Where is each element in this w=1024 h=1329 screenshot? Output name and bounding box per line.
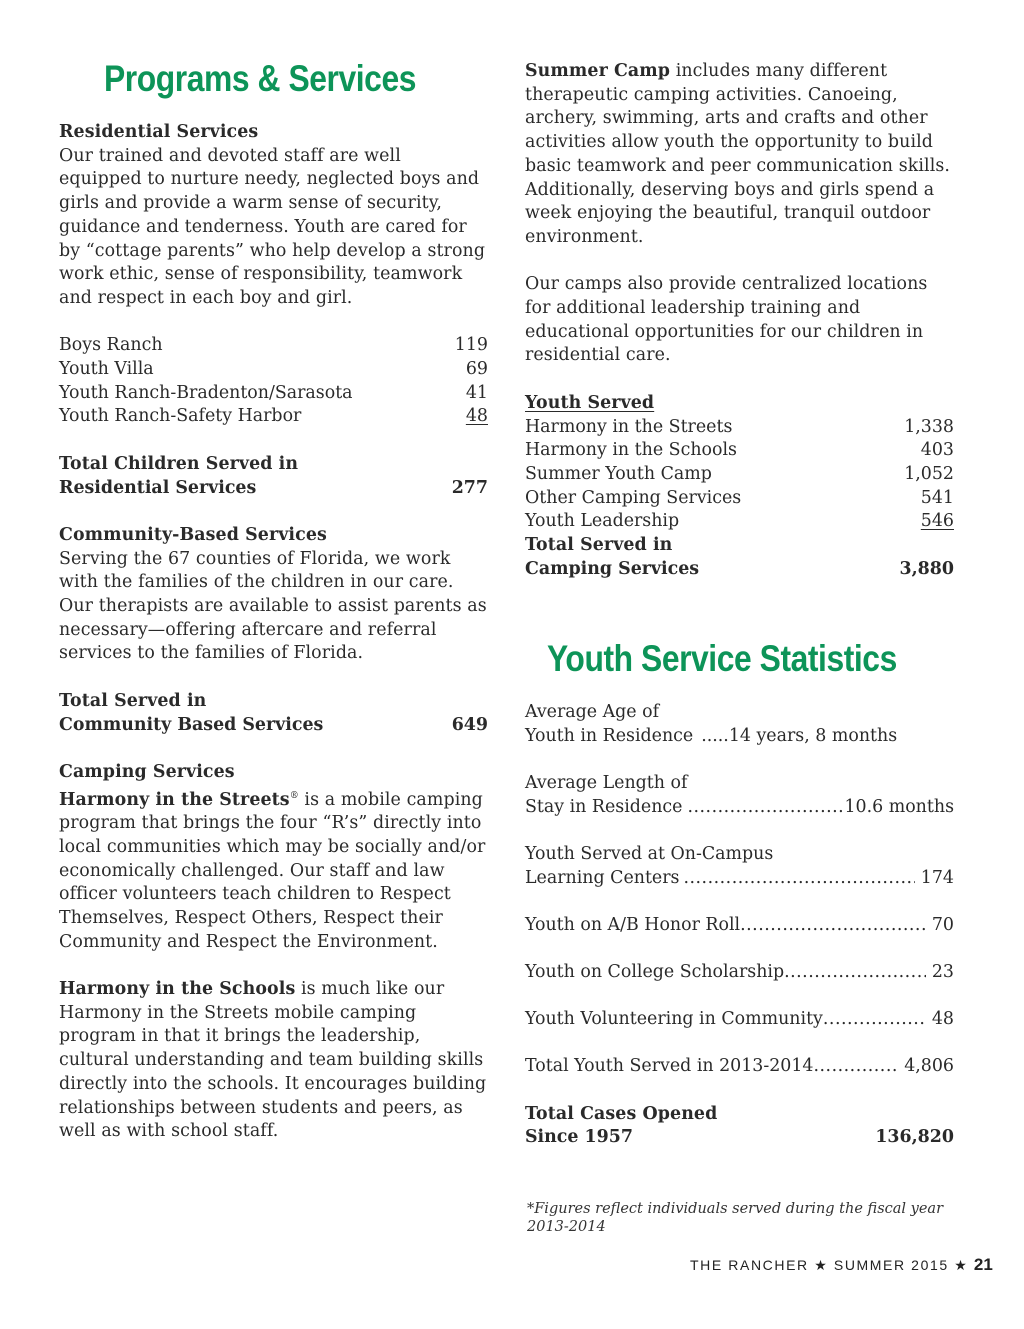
stat-label-1: Average Age of: [525, 702, 660, 722]
schools-body: is much like our Harmony in the Streets mobile camping program in that it brings the leadership, cultural understanding and team building skills directly into the schools. It encourages building relationships between students and peers, as well as with school staff.: [59, 979, 487, 1142]
footnote: *Figures reflect individuals served during the fiscal year 2013-2014: [527, 1201, 943, 1235]
youth-served-table: [525, 416, 954, 535]
schools-name: Harmony in the Schools: [59, 979, 296, 1000]
total-label: Residential Services: [59, 477, 257, 498]
stat-label: Youth on A/B Honor Roll: [525, 914, 741, 935]
streets-body: is a mobile camping program that brings the four “R’s” directly into local communities which may be socially and/or economically challenged. Our staff and law officer volunteers teach children to Respect Themselves, Respect Others, Respect their Community and Respect the Environment.: [59, 789, 486, 952]
community-total-label-1: Total Served in: [59, 690, 207, 711]
row-value: 1,338: [904, 416, 954, 437]
row-label: Summer Youth Camp: [525, 463, 712, 484]
dot-leader: .....: [701, 725, 729, 746]
stat-item: [525, 843, 954, 890]
camps-paragraph: Our camps also provide centralized locations for additional leadership training and educational opportunities for our children in residential care.: [525, 274, 928, 366]
streets-paragraph: [59, 785, 488, 955]
cases-value: 136,820: [875, 1127, 954, 1148]
stat-value: 4,806: [904, 1056, 954, 1077]
total-label: Community Based Services: [59, 714, 324, 735]
row-label: Harmony in the Streets: [525, 416, 733, 437]
row-value: 41: [465, 382, 488, 403]
cases-label-1: Total Cases Opened: [525, 1103, 718, 1124]
camping-heading: Camping Services: [59, 761, 235, 782]
total-label: Camping Services: [525, 558, 700, 579]
community-heading: Community-Based Services: [59, 524, 327, 545]
table-row: [525, 510, 954, 534]
residential-body: Our trained and devoted staff are well equipped to nurture needy, neglected boys and girls and provide a warm sense of security, guidance and tenderness. Youth are cared for by “cottage parents” who help develop a strong work ethic, sense of responsibility, teamwork and respect in each boy and girl.: [59, 145, 486, 308]
stat-label-2: Stay in Residence: [525, 796, 683, 817]
dot-leader: [683, 867, 914, 891]
summer-camp-name: Summer Camp: [525, 61, 671, 81]
stat-label: Youth on College Scholarship: [525, 961, 785, 982]
residential-section: [59, 121, 488, 1144]
summer-camp-section: [525, 60, 954, 581]
star-icon: ★: [814, 1257, 829, 1273]
page-footer: [690, 1255, 993, 1275]
dot-leader: [740, 914, 926, 938]
stat-label-2: Learning Centers: [525, 867, 680, 888]
stat-item: [525, 1008, 954, 1032]
row-value: 69: [465, 359, 488, 380]
total-value: 649: [451, 714, 488, 735]
summer-camp-paragraph: [525, 60, 954, 250]
row-label: Youth Ranch-Safety Harbor: [59, 406, 302, 427]
dot-leader: [814, 1055, 899, 1079]
row-value: 48: [465, 406, 488, 427]
total-value: 3,880: [899, 558, 954, 579]
publication-name: THE RANCHER: [690, 1257, 809, 1273]
residential-total-row: [59, 477, 488, 501]
stat-value: 10.6 months: [844, 796, 954, 817]
table-row: [525, 487, 954, 511]
stat-value: 48: [931, 1009, 954, 1030]
stat-label-1: Youth Served at On-Campus: [525, 843, 774, 864]
summer-camp-body: includes many different therapeutic camping activities. Canoeing, archery, swimming, arts and crafts and other activities allow youth the opportunity to build basic teamwork and peer communication skills. Additionally, deserving boys and girls spend a week enjoying the beautiful, tranquil outdoor environment.: [525, 61, 951, 247]
star-icon: ★: [954, 1257, 969, 1273]
page-number: 21: [973, 1255, 993, 1274]
stat-label-2: Youth in Residence: [525, 725, 694, 746]
camping-total-row: [525, 558, 954, 582]
community-body: Serving the 67 counties of Florida, we work with the families of the children in our care. Our therapists are available to assist parents as necessary—offering aftercare and referral services to the families of Florida.: [59, 548, 487, 664]
row-value: 1,052: [904, 463, 954, 484]
total-value: 277: [451, 477, 488, 498]
row-value: 541: [920, 487, 954, 508]
dot-leader: [687, 796, 844, 820]
stat-value: 23: [931, 961, 954, 982]
youth-served-heading: Youth Served: [525, 392, 655, 413]
stat-item: [525, 961, 954, 985]
row-label: Youth Ranch-Bradenton/Sarasota: [59, 382, 353, 403]
table-row: [525, 416, 954, 440]
row-label: Boys Ranch: [59, 335, 163, 356]
row-label: Youth Villa: [59, 359, 154, 380]
stat-label-1: Average Length of: [525, 772, 688, 793]
row-label: Other Camping Services: [525, 487, 742, 508]
dot-leader: [784, 961, 926, 985]
community-total-row: [59, 714, 488, 738]
schools-paragraph: [59, 978, 488, 1144]
residential-heading: Residential Services: [59, 122, 259, 142]
stat-item: [525, 772, 954, 819]
registered-mark: ®: [289, 790, 299, 801]
residential-total-label-1: Total Children Served in: [59, 453, 299, 474]
row-label: Youth Leadership: [525, 511, 680, 532]
row-label: Harmony in the Schools: [525, 440, 737, 461]
stat-value: 174: [920, 867, 954, 888]
stat-label: Youth Volunteering in Community: [525, 1009, 823, 1030]
programs-services-title: Programs & Services: [104, 58, 416, 99]
table-row: [59, 382, 488, 406]
camping-total-label-1: Total Served in: [525, 535, 673, 556]
row-value: 119: [454, 335, 488, 356]
statistics-list: [525, 701, 954, 1150]
row-value: 403: [920, 440, 954, 461]
table-row: [59, 334, 488, 358]
streets-name: Harmony in the Streets: [59, 789, 290, 810]
residential-table: [59, 334, 488, 429]
stat-label: Total Youth Served in 2013-2014: [525, 1056, 814, 1077]
table-row: [59, 358, 488, 382]
cases-label-2: Since 1957: [525, 1127, 633, 1148]
row-value: 546: [920, 511, 954, 532]
stat-value: 14 years, 8 months: [728, 725, 898, 746]
table-row: [59, 405, 488, 429]
stat-value: 70: [931, 914, 954, 935]
cases-total-row: [525, 1126, 954, 1150]
table-row: [525, 439, 954, 463]
stat-item: [525, 914, 954, 938]
stat-item: [525, 1055, 954, 1079]
table-row: [525, 463, 954, 487]
youth-statistics-title: Youth Service Statistics: [547, 638, 897, 679]
dot-leader: [823, 1008, 926, 1032]
issue-name: SUMMER 2015: [833, 1257, 949, 1273]
stat-item: [525, 701, 954, 748]
